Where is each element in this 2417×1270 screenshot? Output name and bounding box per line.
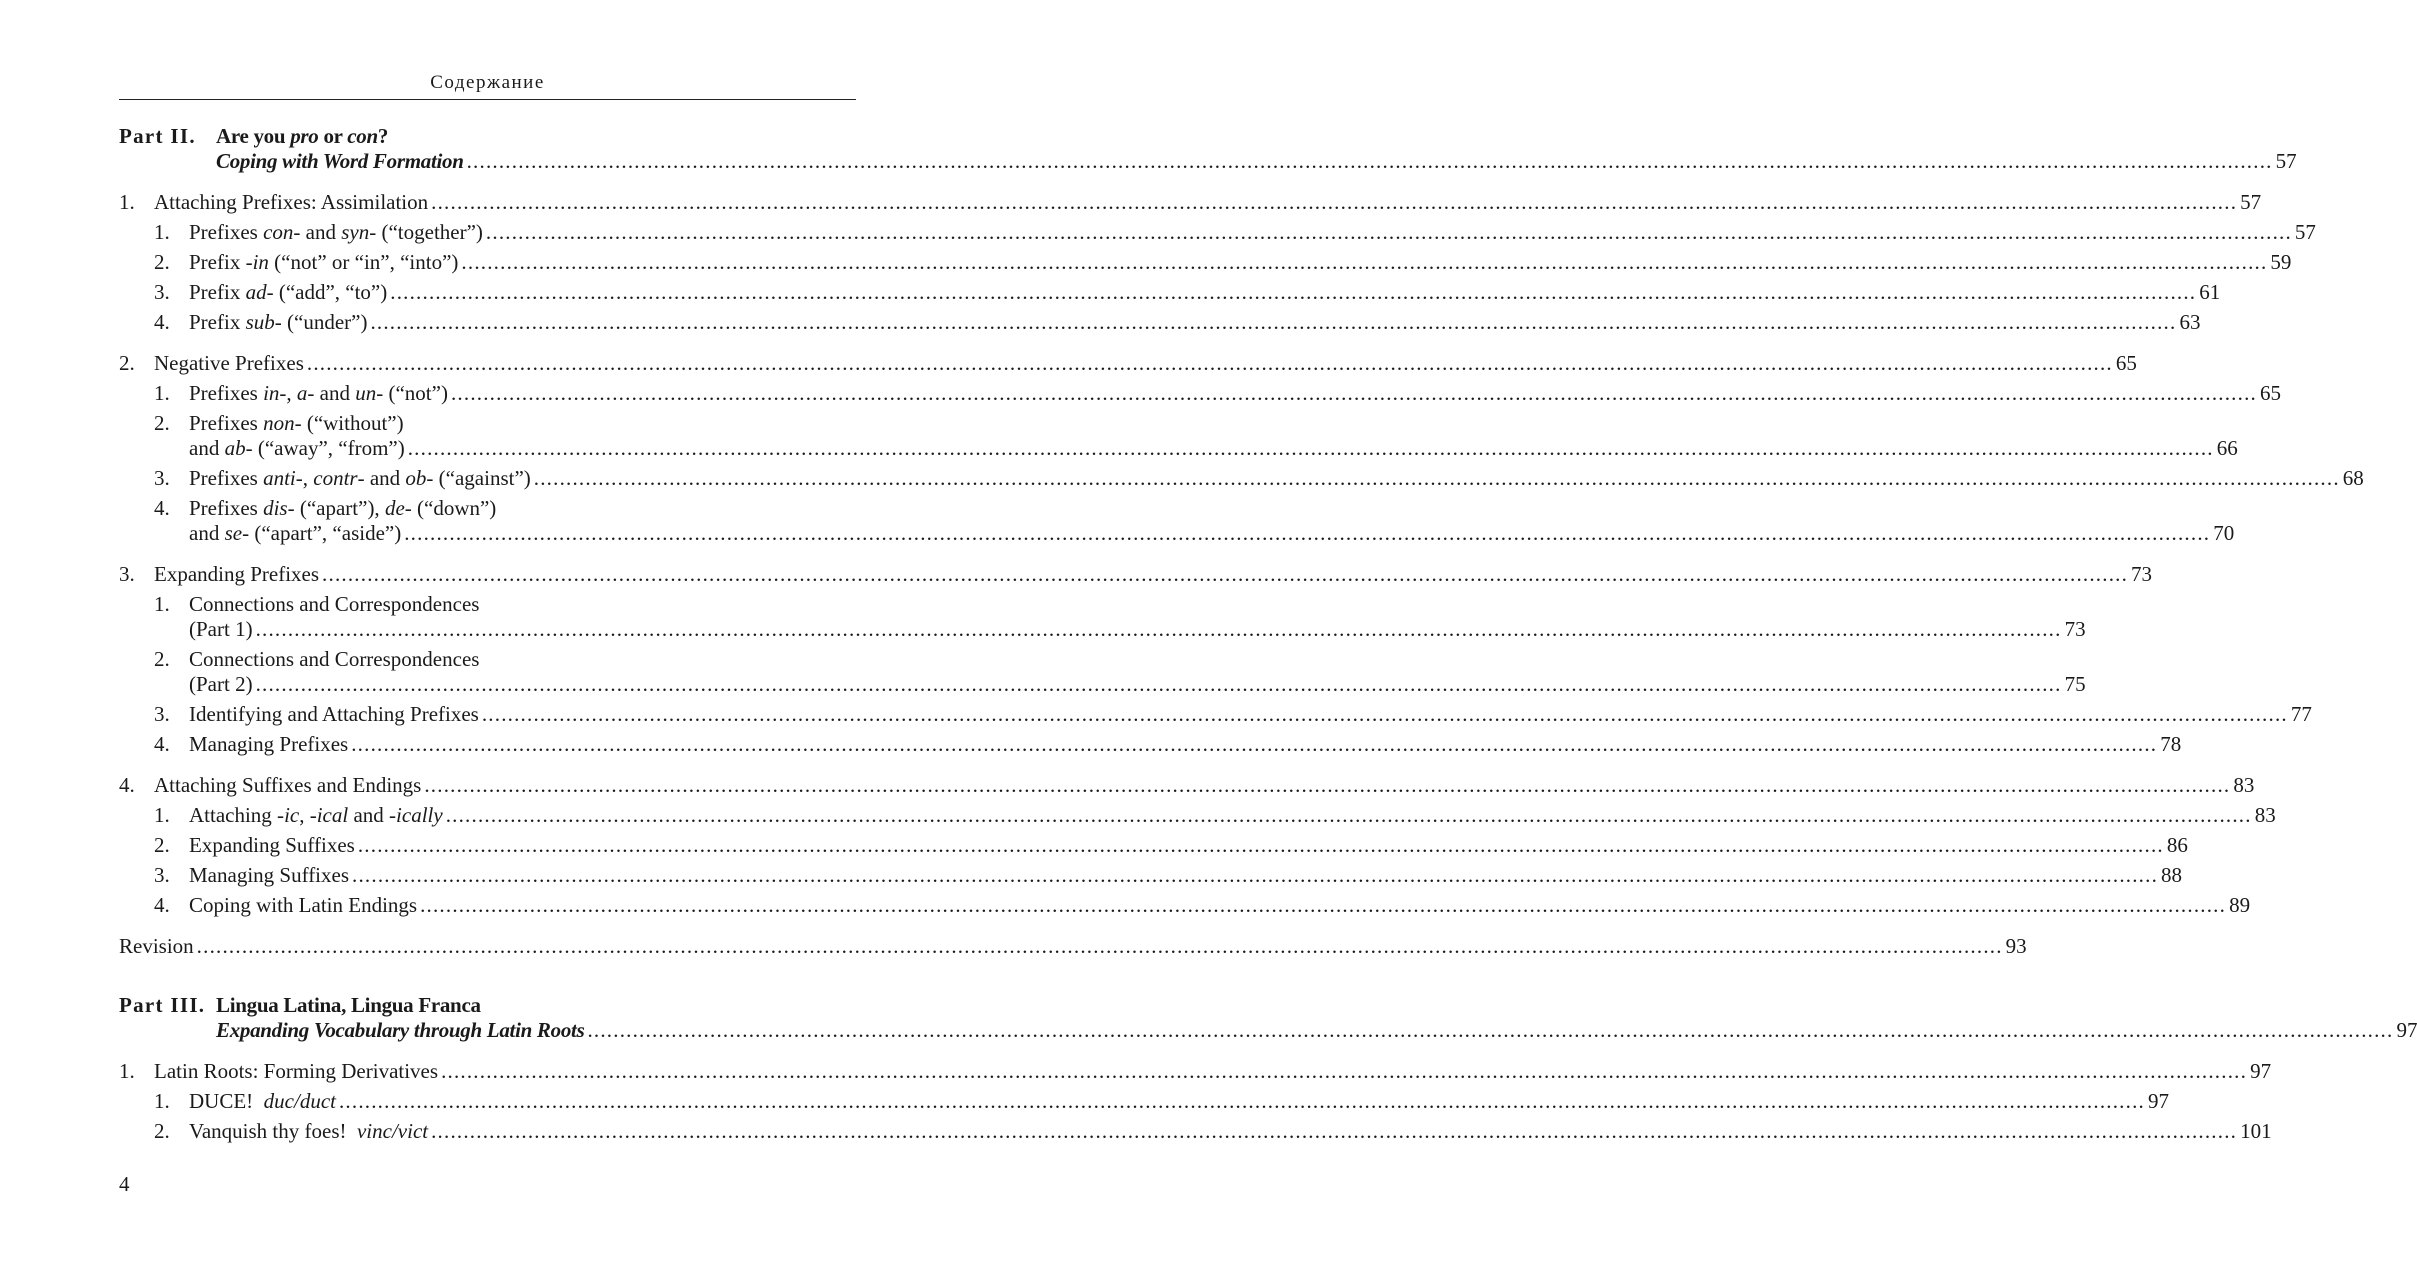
- subsection-title-line1: Prefixes non- (“without”): [189, 411, 404, 435]
- section-number: 4.: [119, 773, 135, 797]
- leader-dots: [197, 934, 2003, 959]
- section-title: Negative Prefixes: [154, 351, 304, 375]
- leader-dots: [408, 436, 2214, 461]
- subsection-entry[interactable]: [119, 863, 2183, 888]
- part-2-title: Are you pro or con?: [216, 124, 389, 148]
- subsection-entry[interactable]: [119, 466, 2364, 491]
- subsection-entry[interactable]: [119, 702, 2312, 727]
- section-title: Expanding Prefixes: [154, 562, 320, 586]
- page-ref: 83: [2233, 773, 2255, 797]
- part-2-label: Part II.: [119, 124, 196, 148]
- subsection-number: 4.: [154, 893, 170, 917]
- subsection-entry[interactable]: [119, 250, 2292, 275]
- subsection-title: DUCE! duc/duct: [189, 1089, 336, 1113]
- subsection-number: 4.: [154, 732, 170, 756]
- subsection-title-line1: Connections and Correspondences: [189, 647, 480, 671]
- leader-dots: [446, 803, 2252, 828]
- section-number: 2.: [119, 351, 135, 375]
- subsection-entry[interactable]: [119, 833, 2188, 858]
- page-ref: 86: [2166, 833, 2188, 857]
- subsection-number: 2.: [154, 411, 170, 435]
- leader-dots: [482, 702, 2288, 727]
- subsection-entry[interactable]: [119, 381, 2281, 406]
- page-ref: 97: [2396, 1018, 2417, 1042]
- leader-dots: [351, 732, 2157, 757]
- page-ref: 57: [2294, 220, 2316, 244]
- part-3-title: Lingua Latina, Lingua Franca: [216, 993, 481, 1017]
- subsection-title-line1: Connections and Correspondences: [189, 592, 480, 616]
- subsection-number: 3.: [154, 466, 170, 490]
- part-2-entry[interactable]: [119, 124, 2297, 174]
- leader-dots: [587, 1018, 2393, 1043]
- subsection-title: Managing Prefixes: [189, 732, 349, 756]
- subsection-number: 2.: [154, 647, 170, 671]
- subsection-entry[interactable]: [119, 1089, 2169, 1114]
- running-head: Содержание: [430, 72, 545, 93]
- section-number: 1.: [119, 190, 135, 214]
- section-title: Attaching Prefixes: Assimilation: [154, 190, 429, 214]
- subsection-number: 1.: [154, 1089, 170, 1113]
- page-ref: 70: [2213, 521, 2235, 545]
- leader-dots: [424, 773, 2230, 798]
- section-entry[interactable]: [119, 773, 2255, 798]
- subsection-number: 4.: [154, 496, 170, 520]
- section-number: 1.: [119, 1059, 135, 1083]
- leader-dots: [322, 562, 2128, 587]
- subsection-title: Managing Suffixes: [189, 863, 350, 887]
- section-suffixes: [119, 773, 2276, 918]
- section-title: Attaching Suffixes and Endings: [154, 773, 422, 797]
- table-of-contents: [119, 124, 2417, 1160]
- page-ref: 77: [2290, 702, 2312, 726]
- subsection-entry[interactable]: [119, 310, 2201, 335]
- page-ref: 88: [2161, 863, 2183, 887]
- subsection-title: Vanquish thy foes! vinc/vict: [189, 1119, 429, 1143]
- leader-dots: [352, 863, 2158, 888]
- subsection-number: 2.: [154, 1119, 170, 1143]
- leader-dots: [534, 466, 2340, 491]
- leader-dots: [358, 833, 2164, 858]
- page-ref: 89: [2229, 893, 2251, 917]
- subsection-entry[interactable]: [119, 732, 2182, 757]
- subsection-entry[interactable]: [119, 1119, 2272, 1144]
- section-attaching-prefixes: [119, 190, 2316, 335]
- page-ref: 68: [2342, 466, 2364, 490]
- page-number: 4: [119, 1172, 130, 1196]
- page-ref: 57: [2275, 149, 2297, 173]
- leader-dots: [486, 220, 2292, 245]
- leader-dots: [307, 351, 2113, 376]
- subsection-title: Identifying and Attaching Prefixes: [189, 702, 479, 726]
- page-ref: 61: [2199, 280, 2221, 304]
- page-ref: 97: [2250, 1059, 2272, 1083]
- leader-dots: [256, 617, 2062, 642]
- section-entry[interactable]: [119, 190, 2262, 215]
- page-ref: 57: [2240, 190, 2262, 214]
- leader-dots: [431, 190, 2237, 215]
- subsection-entry[interactable]: [119, 496, 2235, 546]
- part-3-label: Part III.: [119, 993, 206, 1017]
- subsection-entry[interactable]: [119, 280, 2221, 305]
- part-3-entry[interactable]: [119, 993, 2417, 1043]
- leader-dots: [441, 1059, 2247, 1084]
- leader-dots: [390, 280, 2196, 305]
- leader-dots: [339, 1089, 2145, 1114]
- page-ref: 93: [2005, 934, 2027, 958]
- section-title: Latin Roots: Forming Derivatives: [154, 1059, 439, 1083]
- subsection-number: 1.: [154, 803, 170, 827]
- section-number: 3.: [119, 562, 135, 586]
- section-entry[interactable]: [119, 562, 2153, 587]
- page-ref: 73: [2064, 617, 2086, 641]
- subsection-entry[interactable]: [119, 893, 2251, 918]
- section-expanding-prefixes: [119, 562, 2312, 757]
- section-latin-roots: [119, 1059, 2272, 1144]
- header-rule: [119, 99, 856, 100]
- subsection-number: 1.: [154, 592, 170, 616]
- subsection-entry[interactable]: [119, 220, 2316, 245]
- part-3-subtitle: Expanding Vocabulary through Latin Roots: [216, 1018, 585, 1042]
- subsection-title: Prefix ad- (“add”, “to”): [189, 280, 388, 304]
- subsection-number: 1.: [154, 220, 170, 244]
- page-ref: 97: [2147, 1089, 2169, 1113]
- leader-dots: [467, 149, 2273, 174]
- page-ref: 83: [2254, 803, 2276, 827]
- subsection-entry[interactable]: [119, 411, 2238, 461]
- page-ref: 65: [2259, 381, 2281, 405]
- subsection-number: 4.: [154, 310, 170, 334]
- page-ref: 59: [2270, 250, 2292, 274]
- subsection-title-line2: and se- (“apart”, “aside”): [189, 521, 402, 545]
- leader-dots: [256, 672, 2062, 697]
- page-ref: 66: [2216, 436, 2238, 460]
- subsection-entry[interactable]: [119, 647, 2086, 697]
- subsection-title-line2: (Part 2): [189, 672, 253, 696]
- subsection-title: Attaching -ic, -ical and -ically: [189, 803, 443, 827]
- section-entry[interactable]: [119, 351, 2137, 376]
- leader-dots: [420, 893, 2226, 918]
- subsection-number: 3.: [154, 280, 170, 304]
- subsection-title-line2: and ab- (“away”, “from”): [189, 436, 405, 460]
- subsection-title-line2: (Part 1): [189, 617, 253, 641]
- page-ref: 63: [2179, 310, 2201, 334]
- leader-dots: [451, 381, 2257, 406]
- subsection-title: Prefix -in (“not” or “in”, “into”): [189, 250, 459, 274]
- subsection-title: Prefixes con- and syn- (“together”): [189, 220, 483, 244]
- subsection-title: Expanding Suffixes: [189, 833, 355, 857]
- section-entry[interactable]: [119, 1059, 2272, 1084]
- subsection-entry[interactable]: [119, 592, 2086, 642]
- subsection-title: Prefix sub- (“under”): [189, 310, 368, 334]
- page-ref: 73: [2131, 562, 2153, 586]
- subsection-number: 1.: [154, 381, 170, 405]
- section-negative-prefixes: [119, 351, 2364, 546]
- subsection-number: 2.: [154, 833, 170, 857]
- revision-entry[interactable]: [119, 934, 2027, 959]
- revision-title: Revision: [119, 934, 194, 958]
- subsection-title-line1: Prefixes dis- (“apart”), de- (“down”): [189, 496, 497, 520]
- leader-dots: [404, 521, 2210, 546]
- subsection-entry[interactable]: [119, 803, 2276, 828]
- page-ref: 78: [2160, 732, 2182, 756]
- leader-dots: [431, 1119, 2237, 1144]
- page-ref: 65: [2115, 351, 2137, 375]
- page-ref: 101: [2240, 1119, 2272, 1143]
- subsection-title: Coping with Latin Endings: [189, 893, 418, 917]
- leader-dots: [370, 310, 2176, 335]
- subsection-number: 3.: [154, 863, 170, 887]
- subsection-title: Prefixes anti-, contr- and ob- (“against”): [189, 466, 531, 490]
- subsection-number: 2.: [154, 250, 170, 274]
- page-ref: 75: [2064, 672, 2086, 696]
- part-2-subtitle: Coping with Word Formation: [216, 149, 464, 173]
- subsection-title: Prefixes in-, a- and un- (“not”): [189, 381, 448, 405]
- leader-dots: [461, 250, 2267, 275]
- subsection-number: 3.: [154, 702, 170, 726]
